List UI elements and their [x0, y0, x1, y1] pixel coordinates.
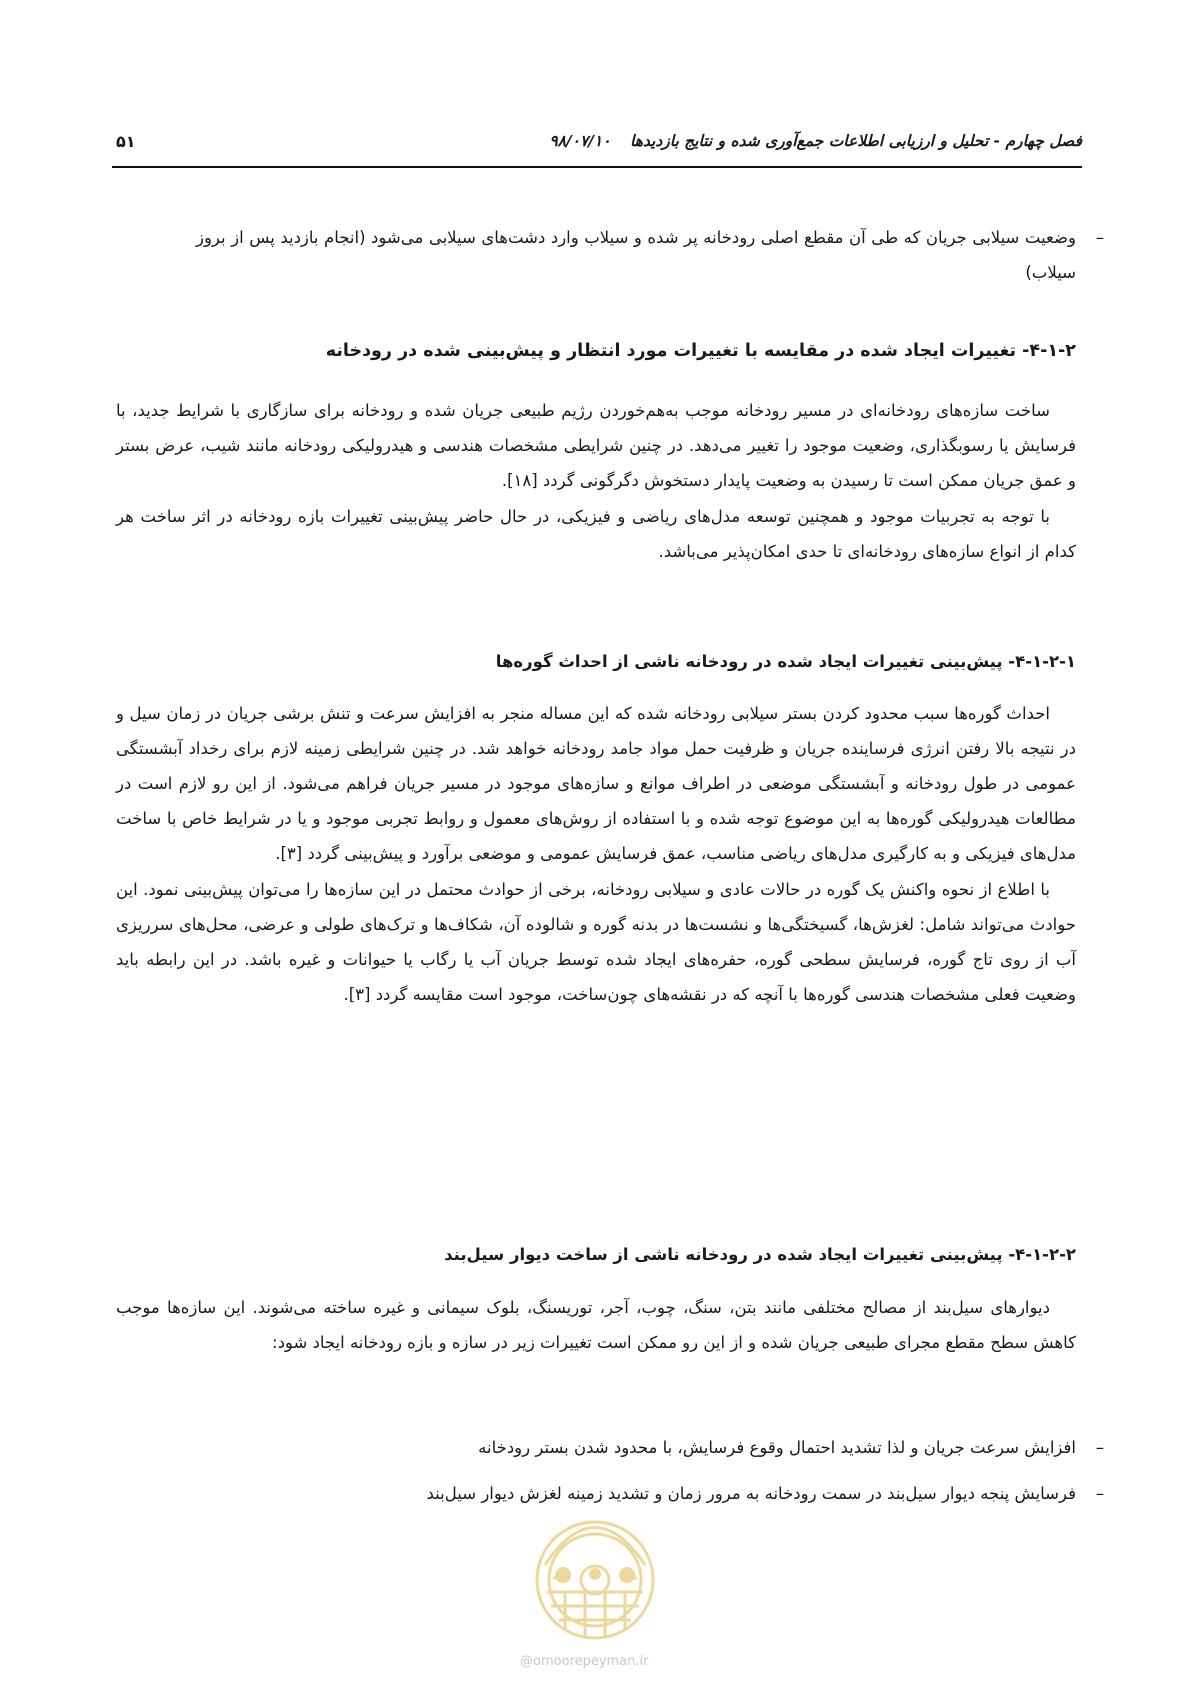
section-heading-4-1-2-1: ۴-۱-۲-۱- پیش‌بینی تغییرات ایجاد شده در رودخانه ناشی از احداث گوره‌ها: [495, 652, 1076, 671]
paragraph: دیوارهای سیل‌بند از مصالح مختلفی مانند بتن، سنگ، چوب، آجر، توریسنگ، بلوک سیمانی و غیره ساخته می‌شوند. این سازه‌ها موجب کاهش سطح مقطع مجرای طبیعی جریان شده و از این رو ممکن است تغییرات زیر در سازه و بازه رودخانه ایجاد شود:: [116, 1298, 1076, 1352]
intro-bullet: [196, 220, 1104, 290]
chapter-title: [549, 132, 1082, 150]
list-item-text: افزایش سرعت جریان و لذا تشدید احتمال وقوع فرسایش، با محدود شدن بستر رودخانه: [478, 1438, 1076, 1457]
section-4-1-2-1-body: [116, 696, 1076, 1012]
header-date: ۹۸/۰۷/۱۰: [549, 132, 611, 150]
intro-bullet-text: وضعیت سیلابی جریان که طی آن مقطع اصلی رودخانه پر شده و سیلاب وارد دشت‌های سیلابی می‌شود (انجام بازدید پس از بروز سیلاب): [196, 228, 1076, 282]
bullet-dash: –: [1095, 1438, 1104, 1457]
section-4-1-2-2-body: [116, 1290, 1076, 1360]
paragraph: احداث گوره‌ها سبب محدود کردن بستر سیلابی رودخانه شده که این مساله منجر به افزایش سرعت و تنش برشی جریان در زمان سیل و در نتیجه بالا رفتن انرژی فرساینده جریان و ظرفیت حمل مواد جامد رودخانه خواهد شد. در چنین شرایطی زمینه لازم برای رخداد آبشستگی عمومی در طول رودخانه و آبشستگی موضعی در اطراف موانع و سازه‌های موجود در مسیر جریان فراهم می‌شود. از این رو لازم است در مطالعات هیدرولیکی گوره‌ها به این موضوع توجه شده و با استفاده از روش‌های معمول و روابط تجربی موجود و یا در شرایط خاص با ساخت مدل‌های فیزیکی و به کارگیری مدل‌های ریاضی مناسب، عمق فرسایش عمومی و موضعی برآورد و پیش‌بینی گردد [۳].: [116, 704, 1076, 863]
bullet-dash: –: [1095, 1484, 1104, 1503]
paragraph: با اطلاع از نحوه واکنش یک گوره در حالات عادی و سیلابی رودخانه، برخی از حوادث محتمل در این سازه‌ها را می‌توان پیش‌بینی نمود. این حوادث می‌تواند شامل: لغزش‌ها، گسیختگی‌ها و نشست‌ها در بدنه گوره و شالوده آن، شکاف‌ها و ترک‌های طولی و عرضی، محل‌های سرریزی آب از روی تاج گوره، فرسایش سطحی گوره، حفره‌های ایجاد شده توسط جریان آب یا رگاب یا حیوانات و غیره باشد. در این رابطه باید وضعیت فعلی مشخصات هندسی گوره‌ها با آنچه که در نقشه‌های چون‌ساخت، موجود است مقایسه گردد [۳].: [116, 880, 1076, 1004]
bullet-dash: –: [1095, 228, 1104, 247]
page-header: [112, 128, 1082, 168]
section-heading-4-1-2-2: ۴-۱-۲-۲- پیش‌بینی تغییرات ایجاد شده در رودخانه ناشی از ساخت دیوار سیل‌بند: [444, 1245, 1076, 1264]
page-number: ۵۱: [116, 132, 136, 151]
watermark-website: @omoorepeyman.ir: [520, 1654, 649, 1669]
chapter-title-text: فصل چهارم - تحلیل و ارزیابی اطلاعات جمع‌آوری شده و نتایج بازدیدها: [630, 132, 1082, 150]
watermark-logo-icon: [505, 1470, 685, 1640]
paragraph: با توجه به تجربیات موجود و همچنین توسعه مدل‌های ریاضی و فیزیکی، در حال حاضر پیش‌بینی تغییرات بازه رودخانه در اثر ساخت هر کدام از انواع سازه‌های رودخانه‌ای تا حدی امکان‌پذیر می‌باشد.: [116, 507, 1076, 561]
list-item-text: فرسایش پنجه دیوار سیل‌بند در سمت رودخانه به مرور زمان و تشدید زمینه لغزش دیوار سیل‌بند: [426, 1484, 1076, 1503]
paragraph: ساخت سازه‌های رودخانه‌ای در مسیر رودخانه موجب به‌هم‌خوردن رژیم طبیعی جریان شده و رودخانه برای سازگاری با شرایط جدید، با فرسایش یا رسوبگذاری، وضعیت موجود را تغییر می‌دهد. در چنین شرایطی مشخصات هندسی و هیدرولیکی رودخانه مانند شیب، عرض بستر و عمق جریان ممکن است تا رسیدن به وضعیت پایدار دستخوش دگرگونی گردد [۱۸].: [116, 401, 1076, 490]
section-heading-4-1-2: ۴-۱-۲- تغییرات ایجاد شده در مقایسه با تغییرات مورد انتظار و پیش‌بینی شده در رودخانه: [325, 341, 1076, 361]
list-item: [196, 1430, 1104, 1465]
section-4-1-2-body: [116, 393, 1076, 569]
